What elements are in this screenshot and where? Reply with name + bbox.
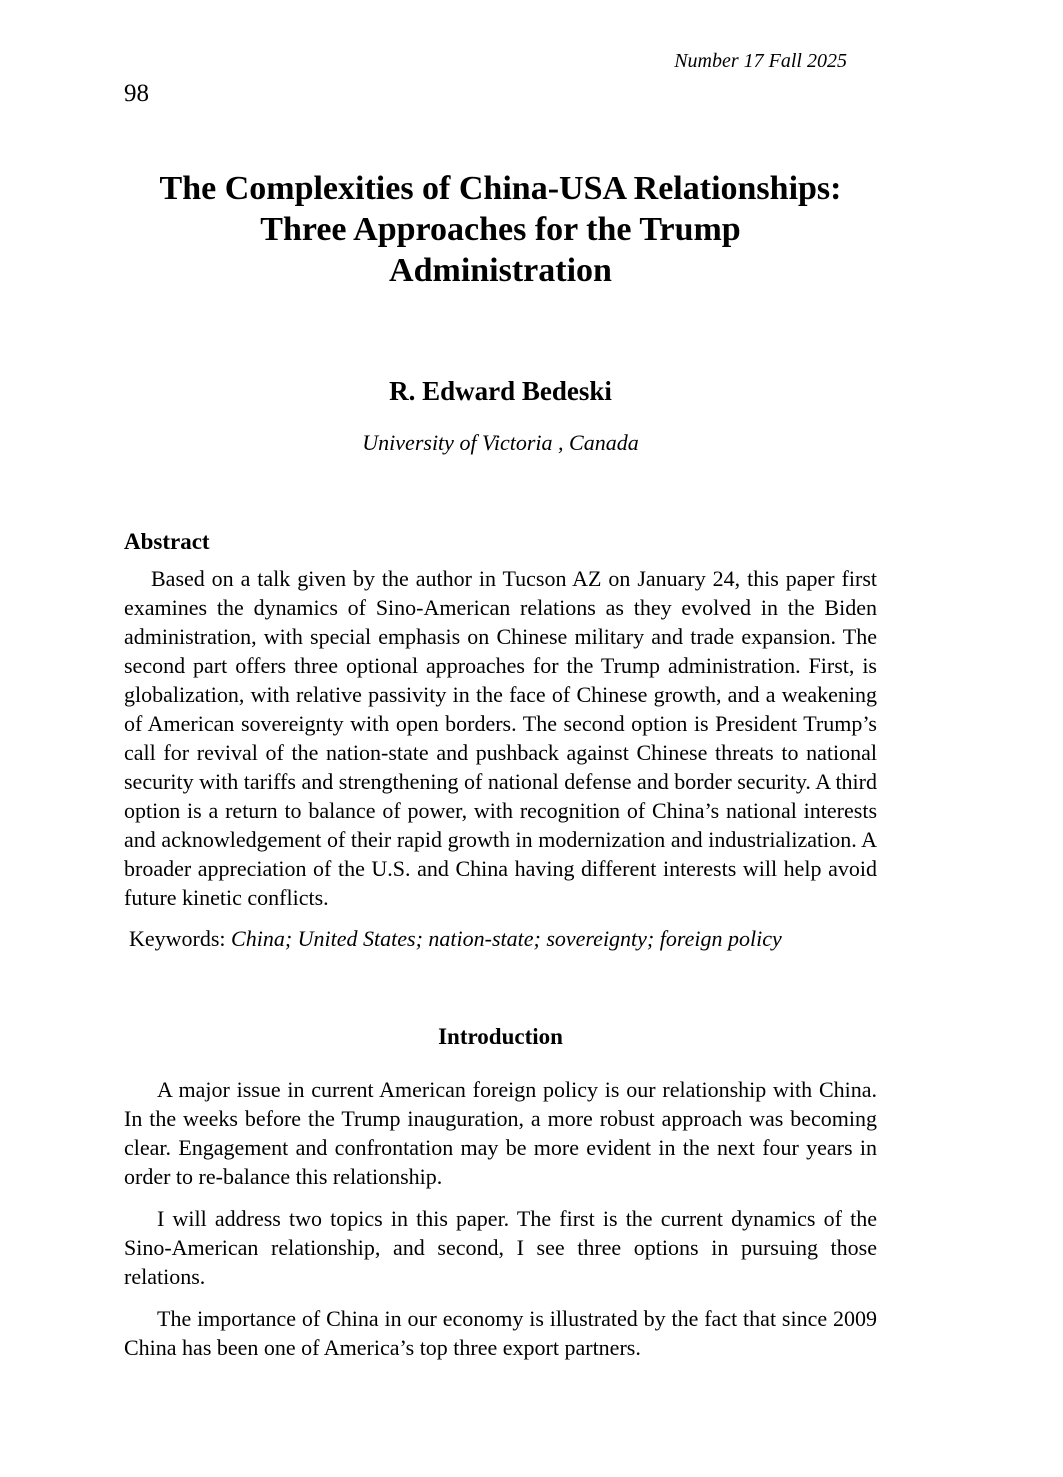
page-content bbox=[124, 0, 877, 1362]
keywords-line bbox=[124, 924, 877, 953]
page-number: 98 bbox=[124, 80, 149, 107]
abstract-text: Based on a talk given by the author in Tucson AZ on January 24, this paper first examines the dynamics of Sino-American relations as they evolved in the Biden administration, with special emphasis on Chinese military and trade expansion. The second part offers three optional approaches for the Trump administration. First, is globalization, with relative passivity in the face of Chinese growth, and a weakening of American sovereignty with open borders. The second option is President Trump’s call for revival of the nation-state and pushback against Chinese threats to national security with tariffs and strengthening of national defense and border security. A third option is a return to balance of power, with recognition of China’s national interests and acknowledgement of their rapid growth in modernization and industrialization. A broader appreciation of the U.S. and China having different interests will help avoid future kinetic conflicts. bbox=[124, 566, 877, 910]
keywords-terms: China; United States; nation-state; sovereignty; foreign policy bbox=[231, 926, 782, 951]
introduction-heading: Introduction bbox=[438, 1024, 563, 1049]
author-name: R. Edward Bedeski bbox=[389, 376, 612, 406]
journal-issue-header: Number 17 Fall 2025 bbox=[674, 50, 847, 72]
author-affiliation: University of Victoria , Canada bbox=[362, 430, 639, 455]
article-title bbox=[124, 168, 877, 291]
introduction-paragraph-2: I will address two topics in this paper. The first is the current dynamics of the Sino-American relationship, and second, I see three options in pursuing those relations. bbox=[124, 1206, 877, 1289]
abstract-heading: Abstract bbox=[124, 529, 210, 554]
article-title-line-2: Three Approaches for the Trump bbox=[260, 211, 741, 248]
keywords-label: Keywords: bbox=[129, 926, 232, 951]
article-title-line-3: Administration bbox=[389, 252, 612, 289]
introduction-paragraph-3: The importance of China in our economy is illustrated by the fact that since 2009 China has been one of America’s top three export partners. bbox=[124, 1306, 877, 1360]
introduction-paragraph-1: A major issue in current American foreign policy is our relationship with China. In the weeks before the Trump inauguration, a more robust approach was becoming clear. Engagement and confrontation may be more evident in the next four years in order to re-balance this relationship. bbox=[124, 1077, 877, 1189]
article-title-line-1: The Complexities of China-USA Relationships: bbox=[159, 170, 842, 207]
